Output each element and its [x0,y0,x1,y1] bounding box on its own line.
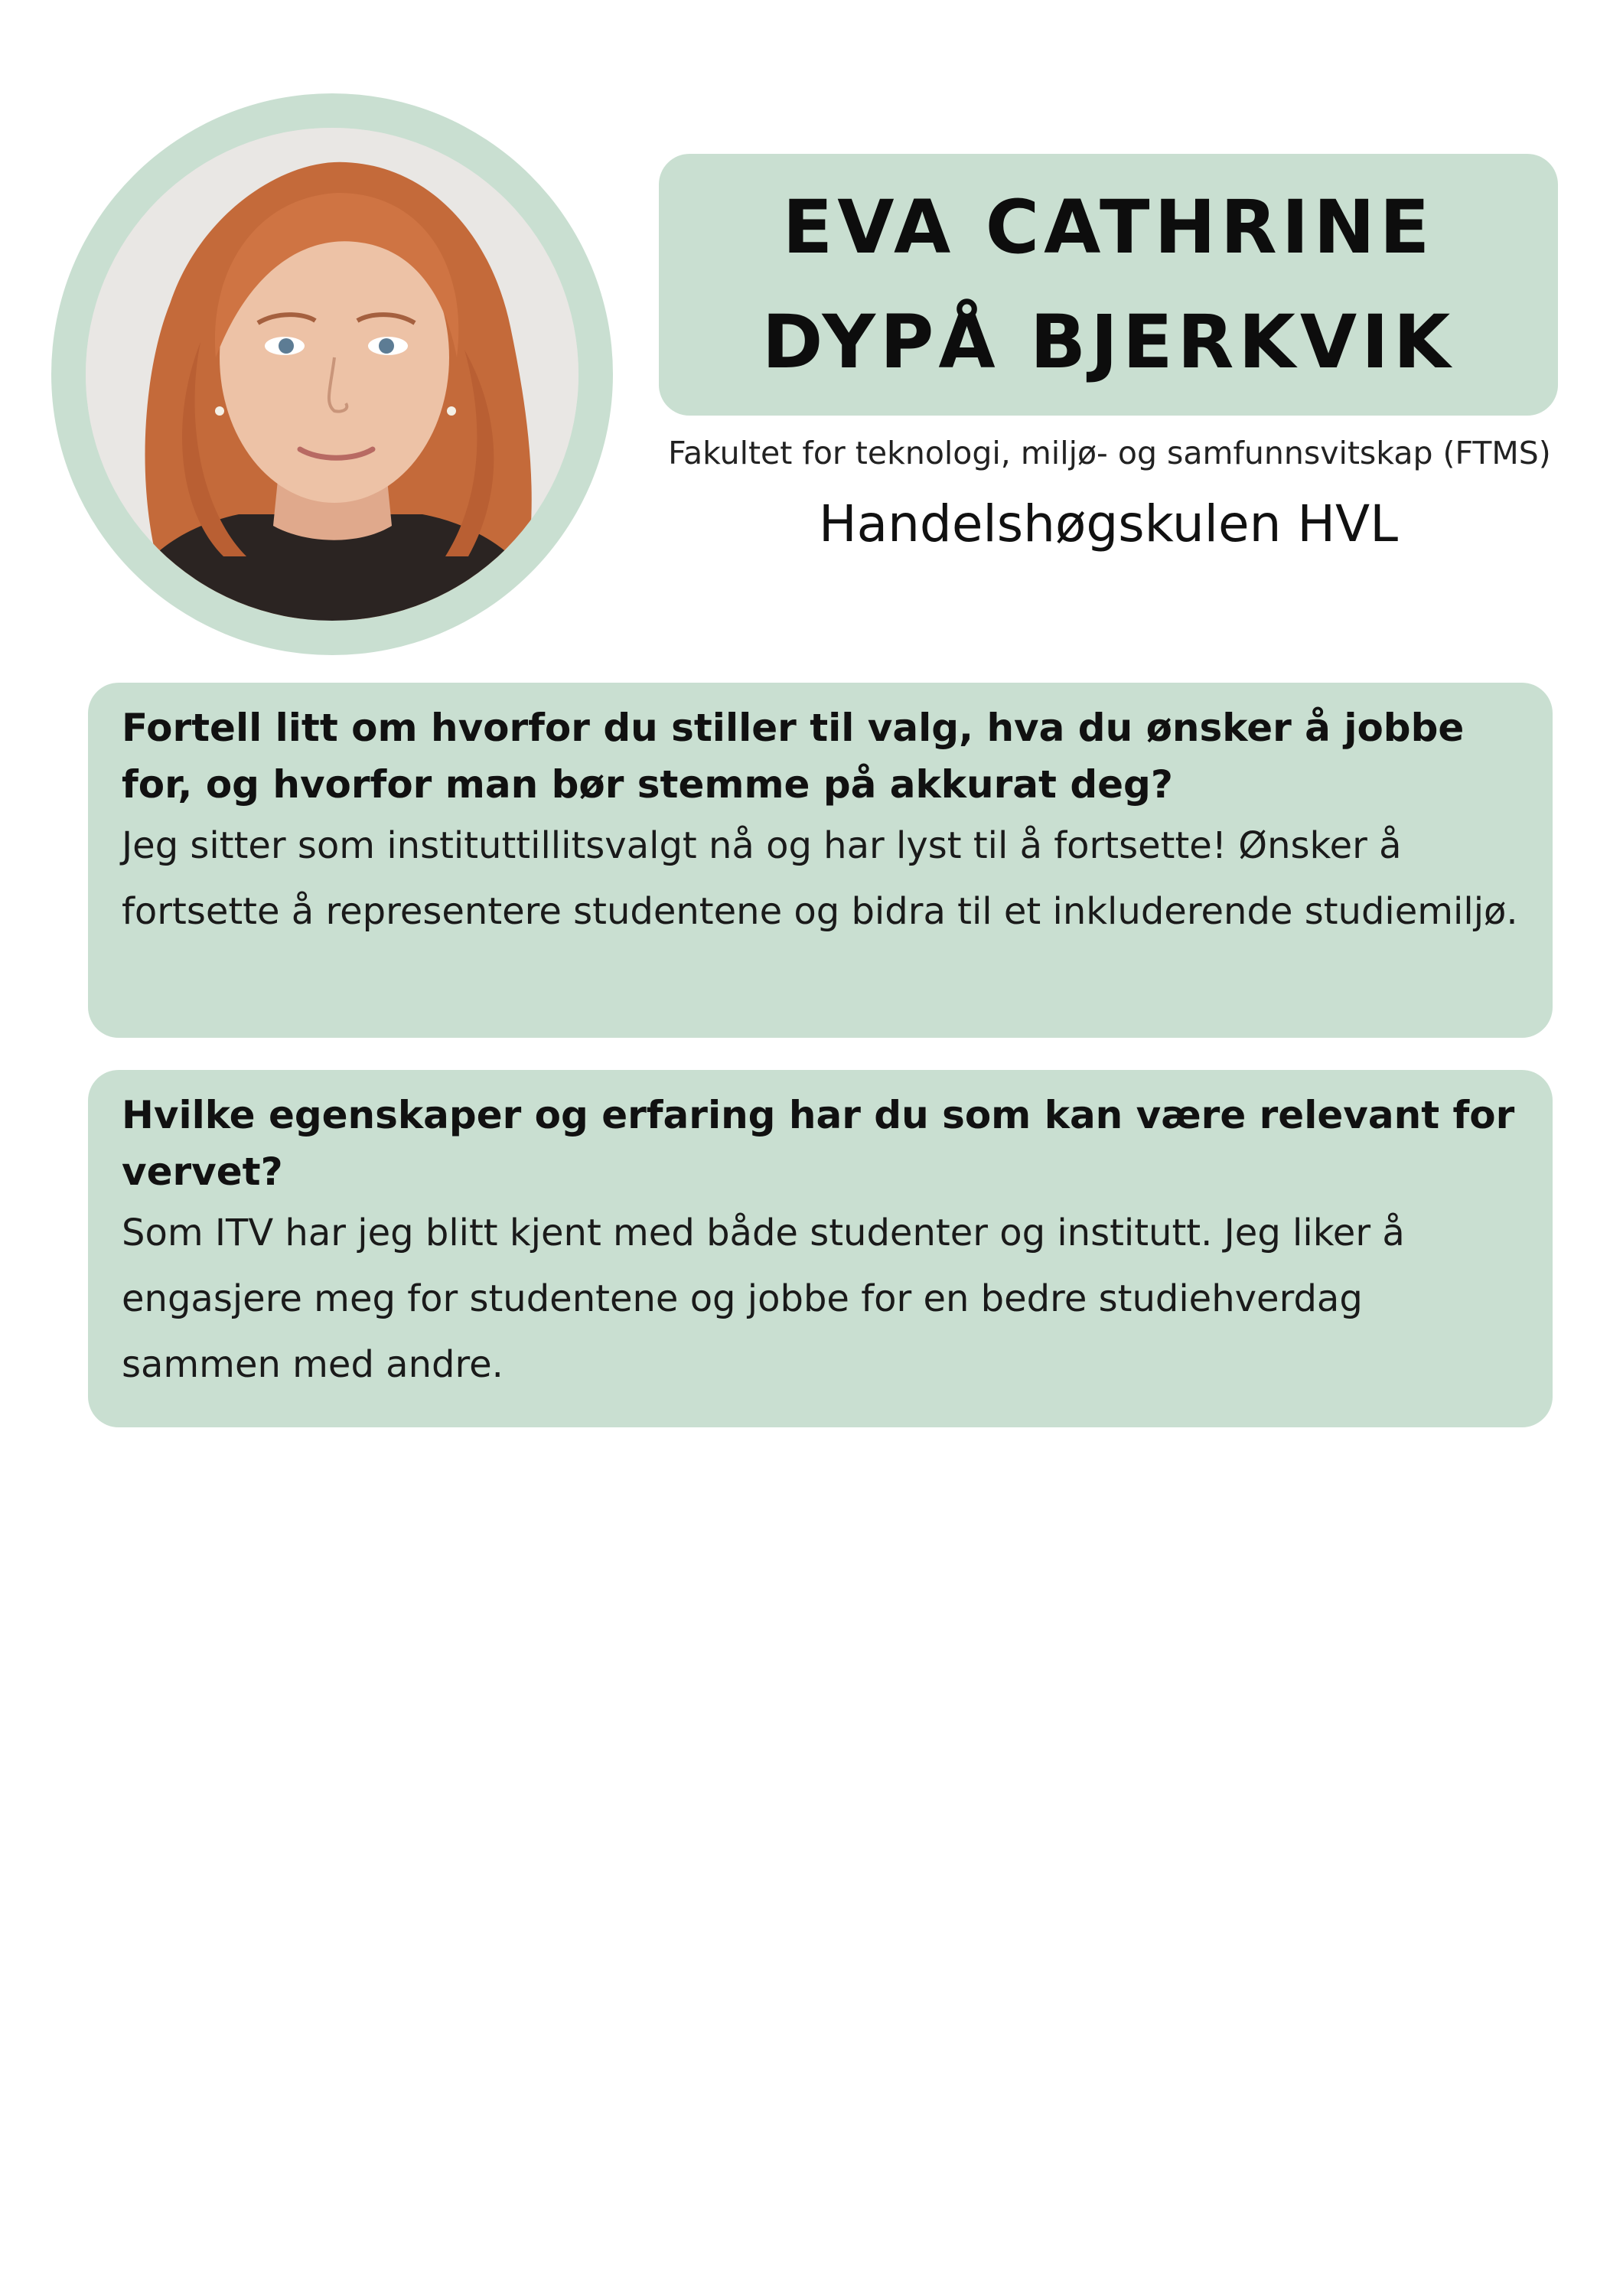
profile-photo [86,128,578,621]
portrait-photo-icon [86,128,578,621]
school-name: Handelshøgskulen HVL [819,494,1398,553]
qa-card-qualifications [88,1070,1553,1427]
answer-text: Jeg sitter som instituttillitsvalgt nå og har lyst til å fortsette! Ønsker å fortsette å representere studentene og bidra til et inkluderende studiemiljø. [122,824,1518,933]
qa-card-motivation [88,683,1553,1038]
question-text: Fortell litt om hvorfor du stiller til valg, hva du ønsker å jobbe for, og hvorfor man bør stemme på akkurat deg? [122,706,1465,807]
name-line-second: DYPÅ BJERKVIK [761,299,1455,385]
faculty-name: Fakultet for teknologi, miljø- og samfunnsvitskap (FTMS) [668,435,1551,471]
name-banner [659,154,1558,416]
answer-text: Som ITV har jeg blitt kjent med både studenter og institutt. Jeg liker å engasjere meg for studentene og jobbe for en bedre studiehverdag sammen med andre. [122,1212,1405,1386]
name-line-first: EVA CATHRINE [782,184,1435,270]
question-text: Hvilke egenskaper og erfaring har du som kan være relevant for vervet? [122,1093,1515,1194]
profile-photo-frame [51,93,613,655]
